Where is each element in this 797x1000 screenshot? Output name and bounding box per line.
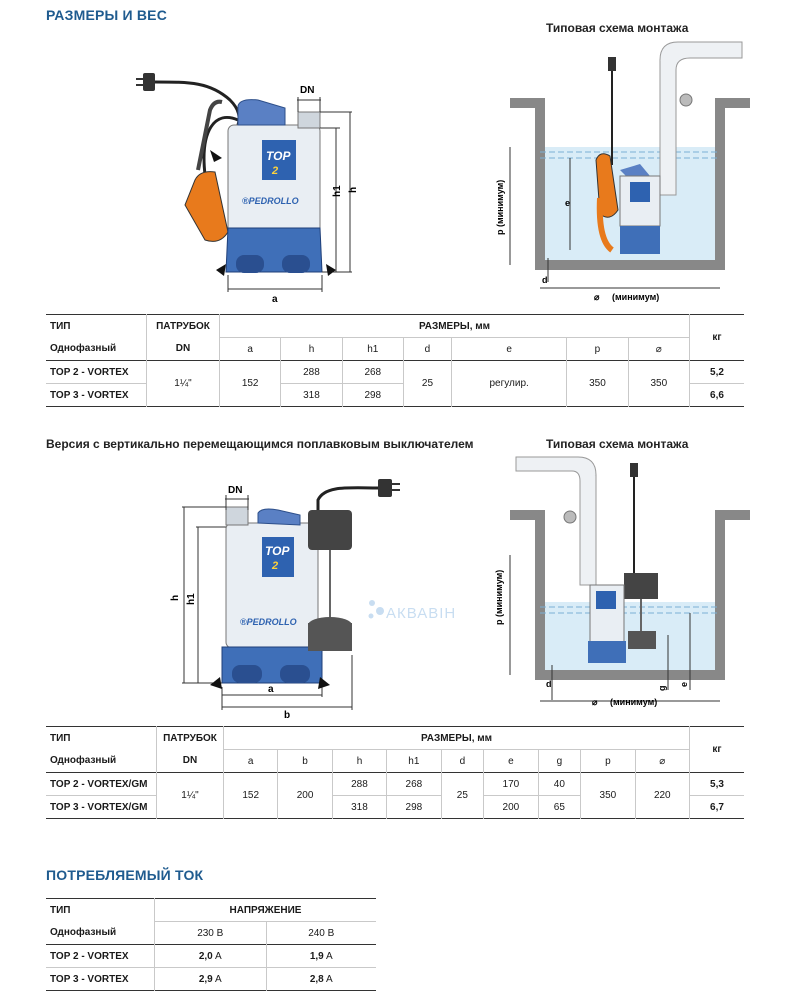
th-tip: ТИП: [50, 732, 71, 744]
install-scheme-2: [494, 457, 750, 707]
cell-a: 152: [224, 773, 278, 819]
label-p-min-2: p (минимум): [494, 569, 504, 625]
cell-d: 25: [403, 361, 451, 407]
label-e-1: e: [565, 198, 571, 208]
diameter-symbol-1: ⌀: [594, 292, 600, 302]
th-tip: ТИП: [50, 904, 71, 916]
current-table: [46, 898, 376, 991]
col-p: p: [581, 750, 635, 773]
spec-table-2: [46, 726, 744, 819]
row-name: TOP 2 - VORTEX: [50, 366, 129, 378]
col-g: g: [538, 750, 581, 773]
col-d: d: [403, 338, 451, 361]
label-h: h: [348, 186, 359, 193]
label-a: a: [272, 294, 278, 305]
row-name: TOP 3 - VORTEX: [46, 384, 147, 407]
col-diam: ⌀: [635, 750, 689, 773]
cell-d: 25: [441, 773, 484, 819]
section-title-gm: Версия с вертикально перемещающимся поплавковым выключателем: [46, 437, 474, 451]
th-kg: кг: [690, 727, 745, 773]
th-voltage: НАПРЯЖЕНИЕ: [155, 899, 377, 922]
label-d-1: d: [542, 275, 548, 285]
label-dn-2: DN: [228, 485, 243, 496]
watermark-text: АКВАВІН: [386, 605, 457, 622]
col-d: d: [441, 750, 484, 773]
row-name: TOP 3 - VORTEX/GM: [46, 796, 157, 819]
cell-h: 318: [281, 384, 342, 407]
label-dn: DN: [300, 85, 315, 96]
cell-g: 65: [538, 796, 581, 819]
cell-b: 200: [278, 773, 332, 819]
cell-h1: 298: [342, 384, 403, 407]
install-scheme-title-1: Типовая схема монтажа: [546, 21, 689, 35]
label-e-2: e: [679, 681, 689, 687]
power-plug-icon: [378, 479, 400, 497]
cell-diam: 220: [635, 773, 689, 819]
label-h1-2: h1: [186, 593, 197, 605]
cell-e: регулир.: [451, 361, 566, 407]
col-h1: h1: [342, 338, 403, 361]
th-dn: DN: [157, 750, 224, 773]
row-name: TOP 2 - VORTEX: [50, 950, 129, 962]
cell-h1: 268: [387, 773, 441, 796]
cell-240: 2,8 A: [266, 968, 376, 991]
th-patrubok: ПАТРУБОК: [147, 315, 220, 338]
svg-text:®PEDROLLO: ®PEDROLLO: [240, 617, 297, 627]
col-h: h: [281, 338, 342, 361]
cell-230: 2,9 A: [155, 968, 267, 991]
cell-h: 288: [332, 773, 386, 796]
label-b: b: [284, 710, 291, 720]
cell-230: 2,0 A: [155, 945, 267, 968]
cell-h1: 298: [387, 796, 441, 819]
diameter-symbol-2: ⌀: [592, 697, 598, 707]
section-title-dimensions: РАЗМЕРЫ И ВЕС: [46, 7, 168, 23]
label-min-1: (минимум): [612, 292, 660, 302]
cell-g: 40: [538, 773, 581, 796]
th-odnofaz: Однофазный: [50, 343, 117, 355]
cell-dn: 1¼": [147, 361, 220, 407]
install-scheme-title-2: Типовая схема монтажа: [546, 437, 689, 451]
th-tip: ТИП: [50, 320, 71, 332]
col-e: e: [484, 750, 538, 773]
label-min-2: (минимум): [610, 697, 658, 707]
col-240v: 240 В: [266, 922, 376, 945]
install-scheme-1: [495, 42, 750, 302]
label-h1: h1: [332, 185, 343, 197]
col-diam: ⌀: [628, 338, 689, 361]
watermark-logo: [369, 600, 457, 622]
power-plug-icon: [136, 73, 155, 91]
svg-text:TOP: TOP: [265, 544, 290, 558]
col-h1: h1: [387, 750, 441, 773]
cell-e: 200: [484, 796, 538, 819]
cell-diam: 350: [628, 361, 689, 407]
cell-p: 350: [567, 361, 628, 407]
th-patrubok: ПАТРУБОК: [157, 727, 224, 750]
label-d-2: d: [546, 679, 552, 689]
svg-text:®PEDROLLO: ®PEDROLLO: [242, 196, 299, 206]
col-p: p: [567, 338, 628, 361]
label-p-min-1: p (минимум): [495, 179, 505, 235]
th-razmery: РАЗМЕРЫ, мм: [220, 315, 690, 338]
pump-body-icon: [222, 507, 322, 683]
float-switch-icon: [185, 102, 228, 242]
cell-kg: 6,7: [690, 796, 745, 819]
cell-e: 170: [484, 773, 538, 796]
svg-text:2: 2: [272, 560, 279, 572]
section-title-current: ПОТРЕБЛЯЕМЫЙ ТОК: [46, 867, 204, 883]
pump-drawing-2: [0, 455, 797, 720]
cell-a: 152: [220, 361, 281, 407]
cell-h1: 268: [342, 361, 403, 384]
th-kg: кг: [690, 315, 745, 361]
cell-240: 1,9 A: [266, 945, 376, 968]
cell-p: 350: [581, 773, 635, 819]
svg-text:2: 2: [272, 165, 279, 177]
spec-table-1: [46, 314, 744, 407]
col-a: a: [220, 338, 281, 361]
th-odnofaz: Однофазный: [50, 927, 117, 939]
label-a-2: a: [268, 684, 274, 695]
svg-text:TOP: TOP: [266, 149, 291, 163]
col-230v: 230 В: [155, 922, 267, 945]
cell-kg: 6,6: [690, 384, 745, 407]
col-e: e: [451, 338, 566, 361]
pump-body-icon: [226, 100, 322, 273]
cell-h: 318: [332, 796, 386, 819]
col-a: a: [224, 750, 278, 773]
col-b: b: [278, 750, 332, 773]
cell-kg: 5,3: [690, 773, 745, 796]
cell-h: 288: [281, 361, 342, 384]
th-odnofaz: Однофазный: [50, 755, 117, 767]
pump-drawing-1: [0, 0, 797, 310]
col-h: h: [332, 750, 386, 773]
row-name: TOP 3 - VORTEX: [46, 968, 155, 991]
label-g: g: [657, 685, 667, 691]
cell-kg: 5,2: [690, 361, 745, 384]
th-razmery: РАЗМЕРЫ, мм: [224, 727, 690, 750]
cell-dn: 1¼": [157, 773, 224, 819]
label-h-2: h: [170, 594, 181, 601]
th-dn: DN: [147, 338, 220, 361]
row-name: TOP 2 - VORTEX/GM: [50, 778, 148, 790]
